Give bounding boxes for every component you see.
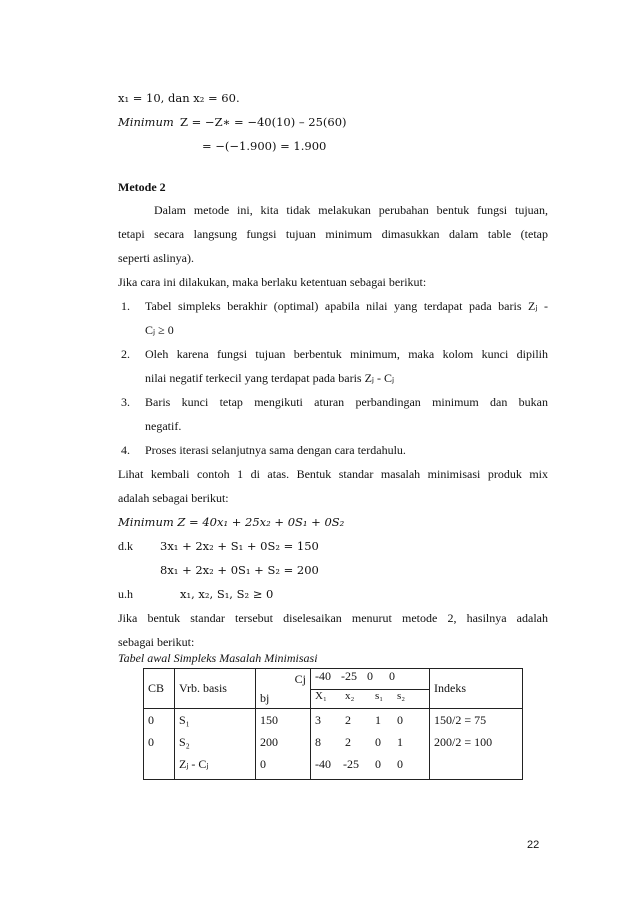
header-var-1: X₁ — [315, 690, 327, 702]
closing-line1: Jika bentuk standar tersebut diselesaikan menurut metode 2, hasilnya adalah — [118, 611, 548, 625]
header-var-4: s₂ — [397, 690, 406, 702]
matrix-row-2 — [315, 731, 425, 753]
matrix-row-3 — [315, 753, 425, 775]
list-item-2-line1: Oleh karena fungsi tujuan berbentuk minimum, maka kolom kunci dipilih — [145, 347, 548, 361]
header-bj: bj — [260, 691, 270, 705]
header-coef-1: -40 — [315, 669, 331, 683]
solution-z-line1: Z = −Z∗ = −40(10) – 25(60) — [180, 115, 347, 129]
vrb-column — [175, 709, 256, 780]
cell: 2 — [345, 735, 351, 749]
indeks-row-2: 200/2 = 100 — [434, 735, 493, 749]
coefficient-matrix — [311, 709, 430, 780]
section-title: Metode 2 — [118, 180, 166, 194]
solution-z-line2: = −(−1.900) = 1.900 — [202, 139, 327, 153]
para2: Jika cara ini dilakukan, maka berlaku ketentuan sebagai berikut: — [118, 275, 427, 289]
list-item-1-line1: Tabel simpleks berakhir (optimal) apabila nilai yang terdapat pada baris Zⱼ - — [145, 299, 548, 313]
model-constraint-1: 3x₁ + 2x₂ + S₁ + 0S₂ = 150 — [160, 539, 319, 553]
header-cj: Cj — [294, 672, 306, 686]
cell: -40 — [315, 757, 331, 771]
model-nonnegativity: x₁, x₂, S₁, S₂ ≥ 0 — [180, 587, 274, 601]
cell: 3 — [315, 713, 321, 727]
b-column — [256, 709, 311, 780]
list-item-4-number: 4. — [121, 443, 130, 457]
cb-row-2: 0 — [148, 735, 154, 749]
list-item-1-line2: Cⱼ ≥ 0 — [145, 323, 174, 337]
cell: 2 — [345, 713, 351, 727]
model-objective: Minimum Z = 40x₁ + 25x₂ + 0S₁ + 0S₂ — [118, 515, 345, 529]
header-vrb-basis: Vrb. basis — [175, 669, 256, 709]
list-item-2-line2: nilai negatif terkecil yang terdapat pada baris Zⱼ - Cⱼ — [145, 371, 395, 385]
para3-line1: Lihat kembali contoh 1 di atas. Bentuk standar masalah minimisasi produk mix — [118, 467, 548, 481]
solution-x-values: x₁ = 10, dan x₂ = 60. — [118, 91, 240, 105]
model-dk-label: d.k — [118, 539, 133, 553]
cell: 0 — [397, 757, 403, 771]
header-indeks: Indeks — [430, 669, 523, 709]
table-caption: Tabel awal Simpleks Masalah Minimisasi — [118, 651, 318, 665]
para1-line1: Dalam metode ini, kita tidak melakukan perubahan bentuk fungsi tujuan, — [154, 203, 548, 217]
para1-line2: tetapi secara langsung fungsi tujuan minimum dimasukkan dalam table (tetap — [118, 227, 548, 241]
page-number: 22 — [527, 839, 540, 851]
header-var-3: s₁ — [375, 690, 384, 702]
list-item-3-line2: negatif. — [145, 419, 182, 433]
header-var-2: x₂ — [345, 690, 355, 702]
list-item-3-number: 3. — [121, 395, 130, 409]
cell: 1 — [375, 713, 381, 727]
b-row-1: 150 — [260, 713, 278, 727]
model-uh-label: u.h — [118, 587, 133, 601]
matrix-row-1 — [315, 709, 425, 731]
para3-line2: adalah sebagai berikut: — [118, 491, 229, 505]
cb-column — [144, 709, 175, 780]
header-coef-3: 0 — [367, 669, 373, 683]
cell: -25 — [343, 757, 359, 771]
simplex-table — [143, 668, 523, 780]
cb-row-3 — [148, 753, 170, 775]
cell: 0 — [375, 735, 381, 749]
cell: 0 — [397, 713, 403, 727]
header-coef-2: -25 — [341, 669, 357, 683]
indeks-column — [430, 709, 523, 780]
b-row-3: 0 — [260, 757, 266, 771]
solution-minimum-label: Minimum — [118, 115, 174, 129]
indeks-row-1: 150/2 = 75 — [434, 713, 487, 727]
vrb-row-2: S₂ — [179, 735, 190, 749]
vrb-row-3: Zⱼ - Cⱼ — [179, 757, 209, 771]
header-cj-bj — [256, 669, 311, 709]
b-row-2: 200 — [260, 735, 278, 749]
cell: 8 — [315, 735, 321, 749]
indeks-row-3 — [434, 753, 518, 775]
vrb-row-1: S₁ — [179, 713, 190, 727]
closing-line2: sebagai berikut: — [118, 635, 195, 649]
cb-row-1: 0 — [148, 713, 154, 727]
header-coefficients — [311, 669, 430, 690]
list-item-2-number: 2. — [121, 347, 130, 361]
list-item-3-line1: Baris kunci tetap mengikuti aturan perbandingan minimum dan bukan — [145, 395, 548, 409]
cell: 1 — [397, 735, 403, 749]
model-constraint-2: 8x₁ + 2x₂ + 0S₁ + S₂ = 200 — [160, 563, 319, 577]
list-item-1-number: 1. — [121, 299, 130, 313]
header-cb: CB — [144, 669, 175, 709]
cell: 0 — [375, 757, 381, 771]
header-variables — [311, 690, 430, 709]
list-item-4-line1: Proses iterasi selanjutnya sama dengan cara terdahulu. — [145, 443, 406, 457]
para1-line3: seperti aslinya). — [118, 251, 194, 265]
header-coef-4: 0 — [389, 669, 395, 683]
